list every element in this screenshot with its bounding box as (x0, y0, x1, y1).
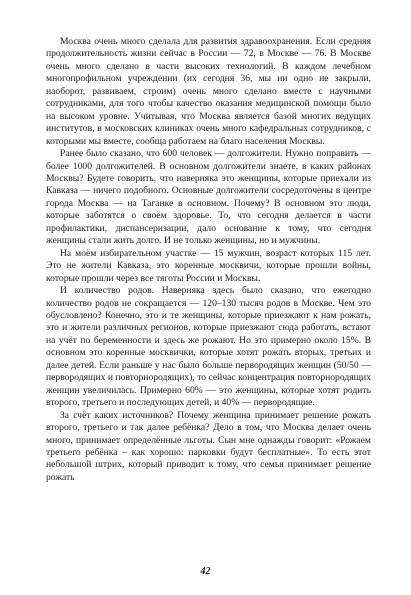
paragraph: За счёт каких источников? Почему женщина принимает решение рожать второго, третьего и так далее ребёнка? Дело в том, что Москва делает очень много, принимает определённые льготы. Сын мне однажды говорит: «Рожаем третьего ребёнка – как хорошо: парковки будут бесплатные». То есть этот небольшой штрих, который приводит к тому, что семья принимает решение рожать (46, 409, 371, 483)
paragraph: На моём избирательном участке — 15 мужчин, возраст которых 115 лет. Это не жители Кавказа, это коренные москвичи, которые прошли войны, которые прошли через все тяготы России и Москвы. (46, 247, 371, 284)
body-text (46, 36, 371, 484)
paragraph: И количество родов. Наверняка здесь было сказано, что ежегодно количество родов не сокращается — 120–130 тысяч родов в Москве. Чем это обусловлено? Конечно, это и те женщины, которые приезжают к нам рожать, это и жители различных регионов, которые приезжают сюда работать, встают на учёт по беременности и здесь же рожают. Но это примерно около 15%. В основном это коренные москвички, которые хотят рожать вторых, третьих и далее детей. Если раньше у нас было больше первородящих женщин (50/50 — первородящих и повторнородящих), то сейчас концентрация повторнородящих женщин увеличилась. Примерно 60% — это женщины, которые хотят родить второго, третьего и последующих детей, и 40% — первородящие. (46, 285, 371, 409)
paragraph: Москва очень много сделала для развития здравоохранения. Если средняя продолжительность жизни сейчас в России — 72, в Москве — 76. В Москве очень много сделано в части высоких технологий. В каждом лечебном многопрофильном учреждении (их сегодня 36, мы ни одно не закрыли, наоборот, развиваем, строим) очень много сделано вместе с научными сотрудниками, для того чтобы качество оказания медицинской помощи было на высоком уровне. Учитывая, что Москва является базой многих ведущих институтов, в московских клиниках очень много кафедральных сотрудников, с которыми мы вместе, сообща работаем на благо населения Москвы. (46, 36, 371, 147)
page-number: 42 (200, 566, 211, 577)
paragraph: Ранее было сказано, что 600 человек — долгожители. Нужно поправить — более 1000 долгожителей. В основном долгожители знаете, в каких районах Москвы? Будете говорить, что наверняка это женщины, которые приехали из Кавказа — ничего подобного. Основные долгожители сосредоточены в центре города Москва — на Таганке в основном. Почему? В основном это люди, которые заботятся о своём здоровье. То, что сегодня делается в части профилактики, диспансеризации, дало основание к тому, что сегодня женщины стали жить долго. И не только женщины, но и мужчины. (46, 148, 371, 247)
